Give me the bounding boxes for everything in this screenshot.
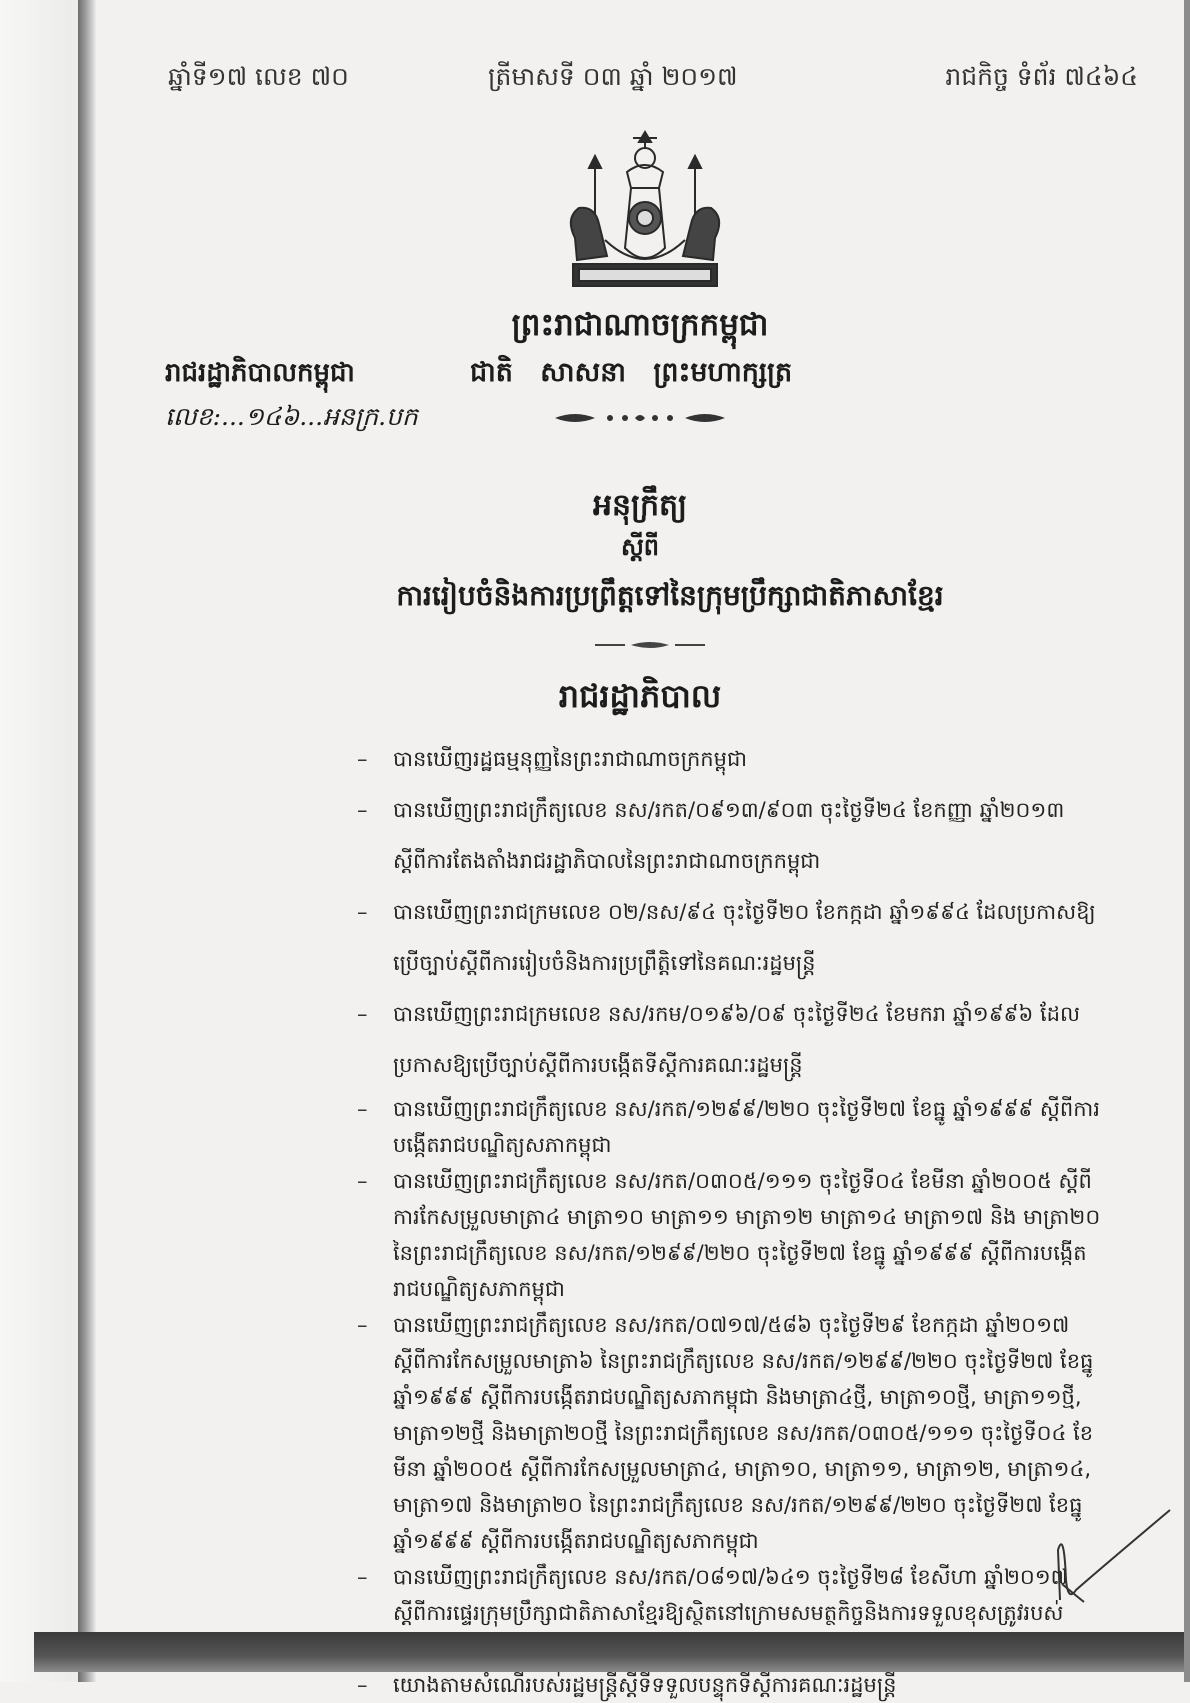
scan-margin [0,0,78,1682]
title-divider [595,640,705,650]
document-subject: ការរៀបចំនិងការប្រព្រឹត្តទៅនៃក្រុមប្រឹក្សាជាតិភាសាខ្មែរ [396,579,944,612]
ornament-divider [555,410,725,426]
consideration-text: – យោងតាមសំណើរបស់រដ្ឋមន្ត្រីស្ដីទីទទួលបន្ទុកទីស្ដីការគណៈរដ្ឋមន្ត្រី [393,1673,897,1697]
consideration-item [357,734,1102,785]
consideration-text: – បានឃើញព្រះរាជក្រឹត្យលេខ នស/រកត/០៩១៣/៩០៣ ចុះថ្ងៃទី២៤ ខែកញ្ញា ឆ្នាំ២០១៣ ស្ដីពីការតែងតាំងរាជរដ្ឋាភិបាលនៃព្រះរាជាណាចក្រកម្ពុជា [393,798,1065,873]
initial-signature [1050,1490,1180,1610]
consideration-item [357,1667,1102,1703]
binding-shadow [78,0,96,1682]
kingdom-name: ព្រះរាជាណាចក្រកម្ពុជា [511,307,769,343]
consideration-text: – បានឃើញព្រះរាជក្រមលេខ ០២/នស/៩៤ ចុះថ្ងៃទី២០ ខែកក្កដា ឆ្នាំ១៩៩៤ ដែលប្រកាសឱ្យប្រើច្បាប់ស្ដីពីការរៀបចំនិងការប្រព្រឹត្តិទៅនៃគណៈរដ្ឋមន្ត្រី [393,900,1096,975]
consideration-text: – បានឃើញព្រះរាជក្រមលេខ នស/រកម/០១៩៦/០៩ ចុះថ្ងៃទី២៤ ខែមករា ឆ្នាំ១៩៩៦ ដែលប្រកាសឱ្យប្រើច្បាប់ស្ដីពីការបង្កើតទីស្ដីការគណៈរដ្ឋមន្ត្រី [393,1002,1080,1077]
consideration-item [357,1163,1102,1307]
consideration-item [357,1307,1102,1559]
national-motto: ជាតិ សាសនា ព្រះមហាក្សត្រ [470,357,793,388]
header-year-issue: ឆ្នាំទី១៧ លេខ ៧០ [168,62,349,91]
government-heading: រាជរដ្ឋាភិបាល [558,677,722,715]
header-page-number: រាជកិច្ច ទំព័រ ៧៤៦៤ [945,62,1138,91]
considerations-list [357,734,1102,1703]
scan-bottom-edge [34,1632,1184,1672]
scan-right-edge [1184,0,1190,1682]
royal-coat-of-arms-emblem [555,128,735,298]
consideration-text: – បានឃើញព្រះរាជក្រឹត្យលេខ នស/រកត/០៨១៧/៦៤១ ចុះថ្ងៃទី២៨ ខែសីហា ឆ្នាំ២០១៧ ស្ដីពីការផ្ទេរក្រុមប្រឹក្សាជាតិភាសាខ្មែរឱ្យស្ថិតនៅក្រោមសមត្ថកិច្ចនិងការទទួលខុសត្រូវរបស់ [393,1565,1068,1625]
consideration-text: – បានឃើញព្រះរាជក្រឹត្យលេខ នស/រកត/០៣០៥/១១១ ចុះថ្ងៃទី០៤ ខែមីនា ឆ្នាំ២០០៥ ស្ដីពីការកែសម្រួលមាត្រា៤ មាត្រា១០ មាត្រា១១ មាត្រា១២ មាត្រា១៤ មាត្រា១៧ និង មាត្រា២០ នៃព្រះរាជក្រឹត្យលេខ នស/រកត/១២៩៩/២២០ ចុះថ្ងៃទី២៧ ខែធ្នូ ឆ្នាំ១៩៩៩ ស្ដីពីការបង្កើតរាជបណ្ឌិត្យសភាកម្ពុជា [393,1169,1101,1301]
consideration-item [357,989,1102,1091]
consideration-item [357,887,1102,989]
about-label: ស្ដីពី [620,532,660,561]
issuing-authority: រាជរដ្ឋាភិបាលកម្ពុជា [165,358,355,388]
consideration-text: – បានឃើញព្រះរាជក្រឹត្យលេខ នស/រកត/០៧១៧/៥៨៦ ចុះថ្ងៃទី២៩ ខែកក្កដា ឆ្នាំ២០១៧ ស្ដីពីការកែសម្រួលមាត្រា៦ នៃព្រះរាជក្រឹត្យលេខ នស/រកត/១២៩៩/២២០ ចុះថ្ងៃទី២៧ ខែធ្នូ ឆ្នាំ១៩៩៩ ស្ដីពីការបង្កើតរាជបណ្ឌិត្យសភាកម្ពុជា និងមាត្រា៤ថ្មី, មាត្រា១០ថ្មី, មាត្រា១១ថ្មី, មាត្រា១២ថ្មី និងមាត្រា២០ថ្មី នៃព្រះរាជក្រឹត្យលេខ នស/រកត/០៣០៥/១១១ ចុះថ្ងៃទី០៤ ខែមីនា ឆ្នាំ២០០៥ ស្ដីពីការកែសម្រួលមាត្រា៤, មាត្រា១០, មាត្រា១១, មាត្រា១២, មាត្រា១៤, មាត្រា១៧ និងមាត្រា២០ នៃព្រះរាជក្រឹត្យលេខ នស/រកត/១២៩៩/២២០ ចុះថ្ងៃទី២៧ ខែធ្នូ ឆ្នាំ១៩៩៩ ស្ដីពីការបង្កើតរាជបណ្ឌិត្យសភាកម្ពុជា [393,1313,1094,1553]
consideration-item [357,785,1102,887]
document-type: អនុក្រឹត្យ [592,488,688,523]
header-quarter: ត្រីមាសទី ០៣ ឆ្នាំ ២០១៧ [488,62,738,91]
consideration-item [357,1091,1102,1163]
document-number: លេខ:...១៤៦...អនក្រ.បក [165,402,418,431]
consideration-text: – បានឃើញព្រះរាជក្រឹត្យលេខ នស/រកត/១២៩៩/២២០ ចុះថ្ងៃទី២៧ ខែធ្នូ ឆ្នាំ១៩៩៩ ស្ដីពីការបង្កើតរាជបណ្ឌិត្យសភាកម្ពុជា [393,1097,1100,1157]
running-header [168,62,1138,102]
consideration-text: – បានឃើញរដ្ឋធម្មនុញ្ញនៃព្រះរាជាណាចក្រកម្ពុជា [393,747,747,771]
